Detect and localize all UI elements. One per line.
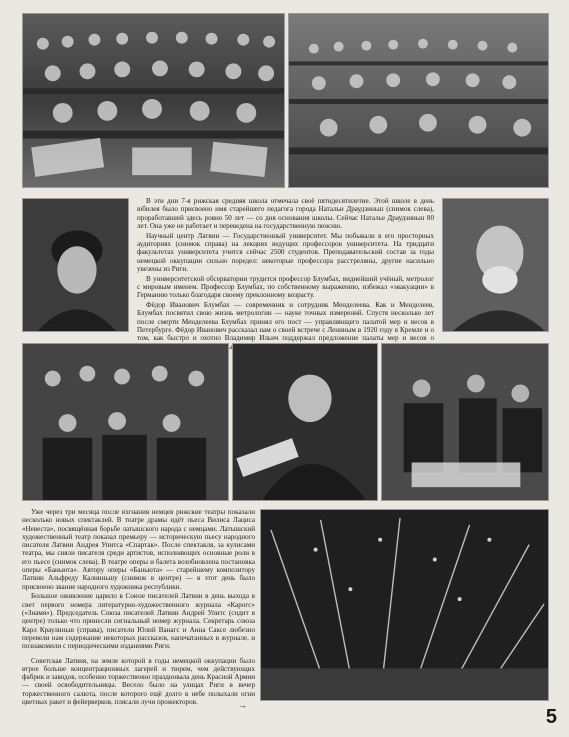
column-paragraph: Советская Латвия, на земле которой в годы немецкой оккупации было втрое больше концентрационных лагерей и тюрем, чем действующих фабрик и заводов, особенно торжественно праздновала день Красной Армии — своей освободительницы. Весело было на улицах Риги в вечер торжественного салюта, после которого ещё долго в небе полыхали огни цветных ракет и фейерверков, плясали лучи прожекторов.	[22, 656, 255, 707]
photo-school-class	[22, 13, 285, 188]
left-column-text	[22, 508, 255, 708]
column-paragraph: Большое оживление царило в Союзе писателей Латвии в день выхода в свет первого номера литературно-художественного журнала «Карогс» («Знамя»). Председатель Союза писателей Латвии Андрей Упитс (сидит в центре) только что принесли сигнальный номер журнала. Секретарь союза Карл Краулиньш (справа), писатели Юлий Ванагс и Анна Саксе любезно перевели нам содержание некоторых рассказов, напечатанных в журнале, и познакомили с периодическими изданиями Риги.	[22, 592, 255, 651]
photo-writers-journal	[381, 343, 549, 501]
intro-text	[137, 197, 434, 352]
intro-paragraph: В университетской обсерватории трудится профессор Блумбах, виднейший учёный, метролог с мировым именем. Профессор Блумбах, по собственному выражению, избежал «эвакуации» в Германию только благодаря своему преклонному возрасту.	[137, 274, 434, 300]
intro-paragraph: Научный центр Латвии — Государственный университет. Мы побывали в его просторных аудиториях (снимок справа) на лекциях ведущих профессоров университета. На тридцати факультетах университета учится сейчас 2500 студентов. Преподавательский состав за годы немецкой оккупации сильно поредел: некоторые профессора расстреляны, другие насильно увезены из Риги.	[137, 231, 434, 273]
photo-drauzinsh-portrait	[22, 198, 129, 332]
intro-paragraph: Фёдор Иванович Блумбах — современник и сотрудник Менделеева. Как и Менделеев, Блумбах посвятил свою жизнь метрологии — науке точных измерений. Спустя несколько лет после смерти Менделеева Блумбах принял его пост — управляющего палатой мер и весов в Петербурге. Фёдор Иванович рассказал нам о своей встрече с Лениным в 1920 году в Кремле и о том, как быстро и охотно Владимир Ильич поддержал предложение палаты мер и весов о	[137, 301, 434, 343]
column-paragraph: Уже через три месяца после изгнания немцев рижские театры показали несколько новых спектаклей. В театре драмы идёт пьеса Вилиса Лациса «Невеста», посвящённая борьбе латышского народа с немцами. Латышский художественный театр показал премьеру — историческую пьесу народного писателя Латвии Андрея Упитса «Спартак». После спектакля, за кулисами театра, мы сняли писателя среди артистов, исполняющих основные роли в его пьесе (снимок слева). В театре оперы и балета возобновлена постановка оперы «Баньюта». Автору оперы «Баньюта» — старейшему композитору Латвии Альфреду Калниньшу (снимок в центре) — в этот день было присвоено звание народного художника республики.	[22, 508, 255, 591]
photo-victory-salute	[260, 509, 549, 701]
continue-arrow: →	[238, 700, 247, 710]
photo-composer	[232, 343, 378, 501]
intro-paragraph: В эти дни 7-я рижская средняя школа отмечала своё пятидесятилетие. Этой школе в день юбилея было присвоено имя старейшего педагога города Натальи Драудзиньш (снимок слева), проработавшей здесь ровно 50 лет — со дня основания школы. Сейчас Наталье Драудзиньш 80 лет. Она уже не работает и переведена на государственную пенсию.	[137, 197, 434, 230]
page-number: 5	[545, 706, 557, 728]
photo-lecture-hall	[288, 13, 549, 188]
photo-blumbach-portrait	[442, 198, 549, 332]
photo-actors-writer	[22, 343, 229, 501]
